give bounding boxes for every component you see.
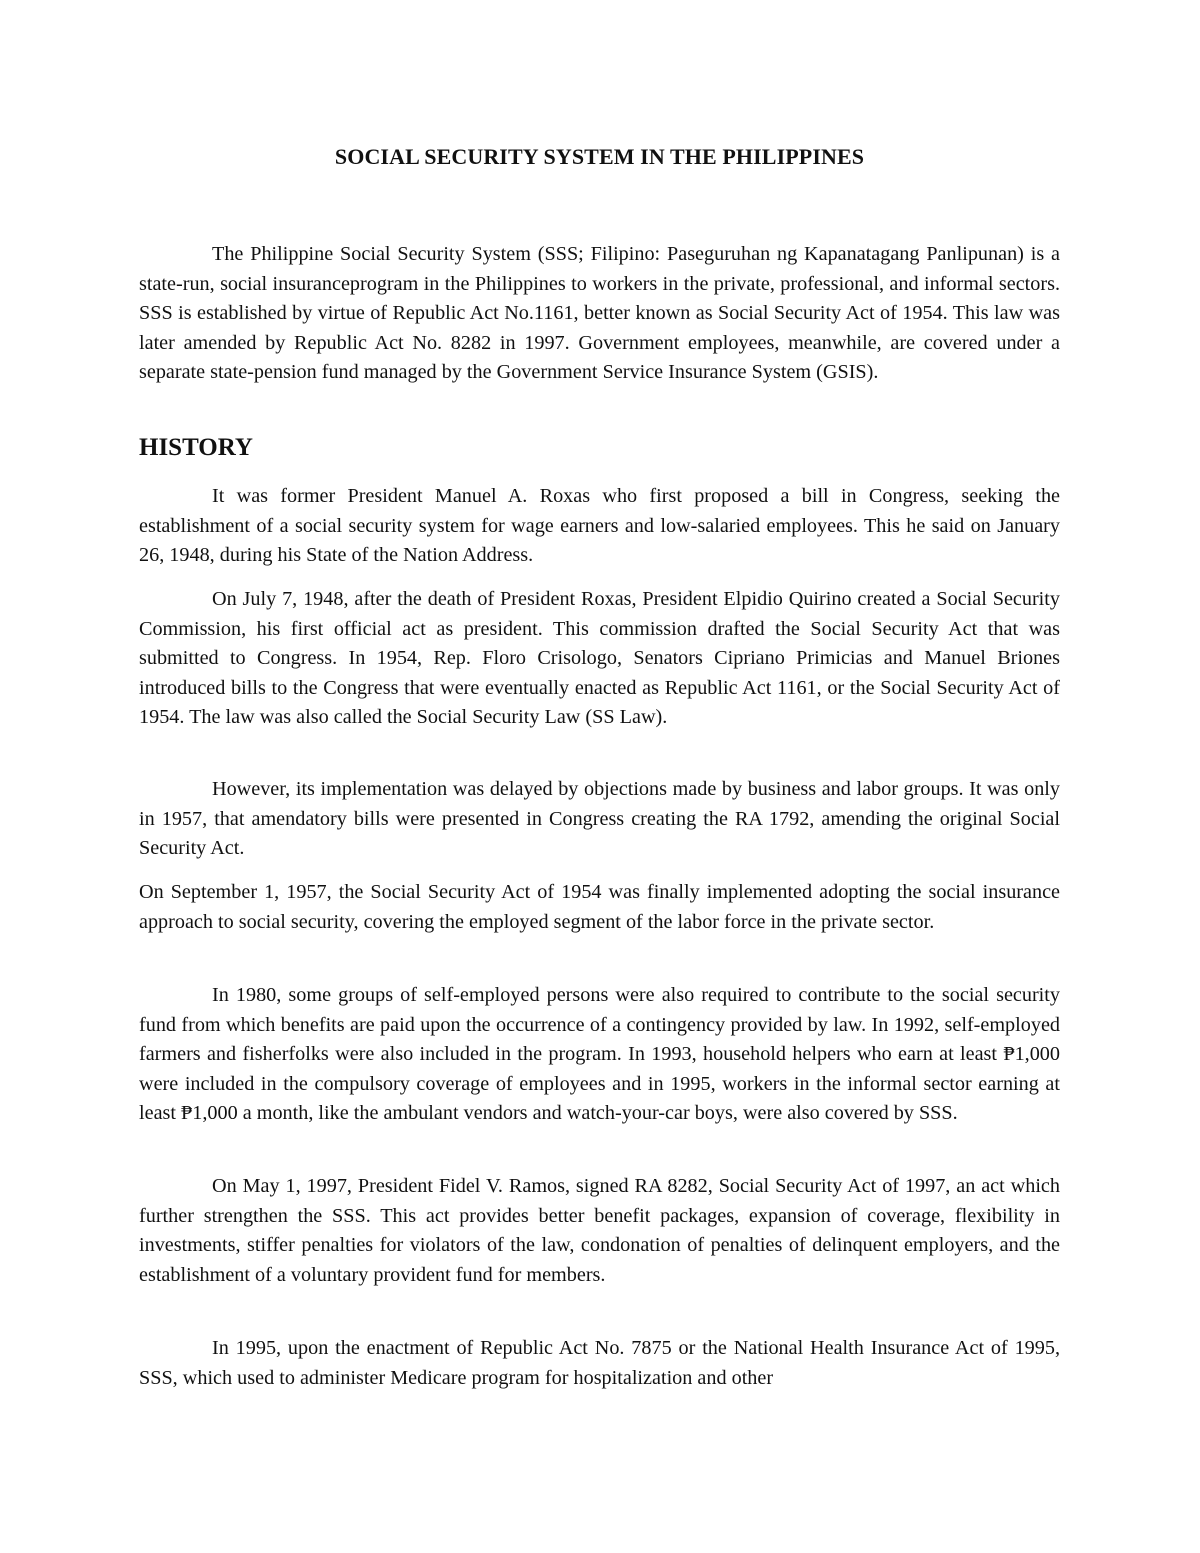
history-heading: HISTORY [139,434,253,461]
intro-paragraph: The Philippine Social Security System (SSS; Filipino: Paseguruhan ng Kapanatagang Panlipunan) is a state-run, social insuranceprogram in the Philippines to workers in the private, professional, and informal sectors. SSS is established by virtue of Republic Act No.1161, better known as Social Security Act of 1954. This law was later amended by Republic Act No. 8282 in 1997. Government employees, meanwhile, are covered under a separate state-pension fund managed by the Government Service Insurance System (GSIS). [139,243,1060,384]
history-paragraph-7: In 1995, upon the enactment of Republic Act No. 7875 or the National Health Insurance Act of 1995, SSS, which used to administer Medicare program for hospitalization and other [139,1337,1060,1389]
history-paragraph-2: On July 7, 1948, after the death of President Roxas, President Elpidio Quirino created a Social Security Commission, his first official act as president. This commission drafted the Social Security Act that was submitted to Congress. In 1954, Rep. Floro Crisologo, Senators Cipriano Primicias and Manuel Briones introduced bills to the Congress that were eventually enacted as Republic Act 1161, or the Social Security Act of 1954. The law was also called the Social Security Law (SS Law). [139,588,1060,729]
document-title: SOCIAL SECURITY SYSTEM IN THE PHILIPPINES [334,144,865,169]
history-paragraph-4: On September 1, 1957, the Social Security Act of 1954 was finally implemented adopting the social insurance approach to social security, covering the employed segment of the labor force in the private sector. [139,881,1060,933]
history-paragraph-3: However, its implementation was delayed by objections made by business and labor groups. It was only in 1957, that amendatory bills were presented in Congress creating the RA 1792, amending the original Social Security Act. [139,778,1060,860]
history-paragraph-6: On May 1, 1997, President Fidel V. Ramos, signed RA 8282, Social Security Act of 1997, an act which further strengthen the SSS. This act provides better benefit packages, expansion of coverage, flexibility in investments, stiffer penalties for violators of the law, condonation of penalties of delinquent employers, and the establishment of a voluntary provident fund for members. [139,1175,1060,1286]
history-paragraph-1: It was former President Manuel A. Roxas who first proposed a bill in Congress, seeking the establishment of a social security system for wage earners and low-salaried employees. This he said on January 26, 1948, during his State of the Nation Address. [139,485,1060,567]
history-paragraph-5: In 1980, some groups of self-employed persons were also required to contribute to the social security fund from which benefits are paid upon the occurrence of a contingency provided by law. In 1992, self-employed farmers and fisherfolks were also included in the program. In 1993, household helpers who earn at least ₱1,000 were included in the compulsory coverage of employees and in 1995, workers in the informal sector earning at least ₱1,000 a month, like the ambulant vendors and watch-your-car boys, were also covered by SSS. [139,984,1060,1125]
